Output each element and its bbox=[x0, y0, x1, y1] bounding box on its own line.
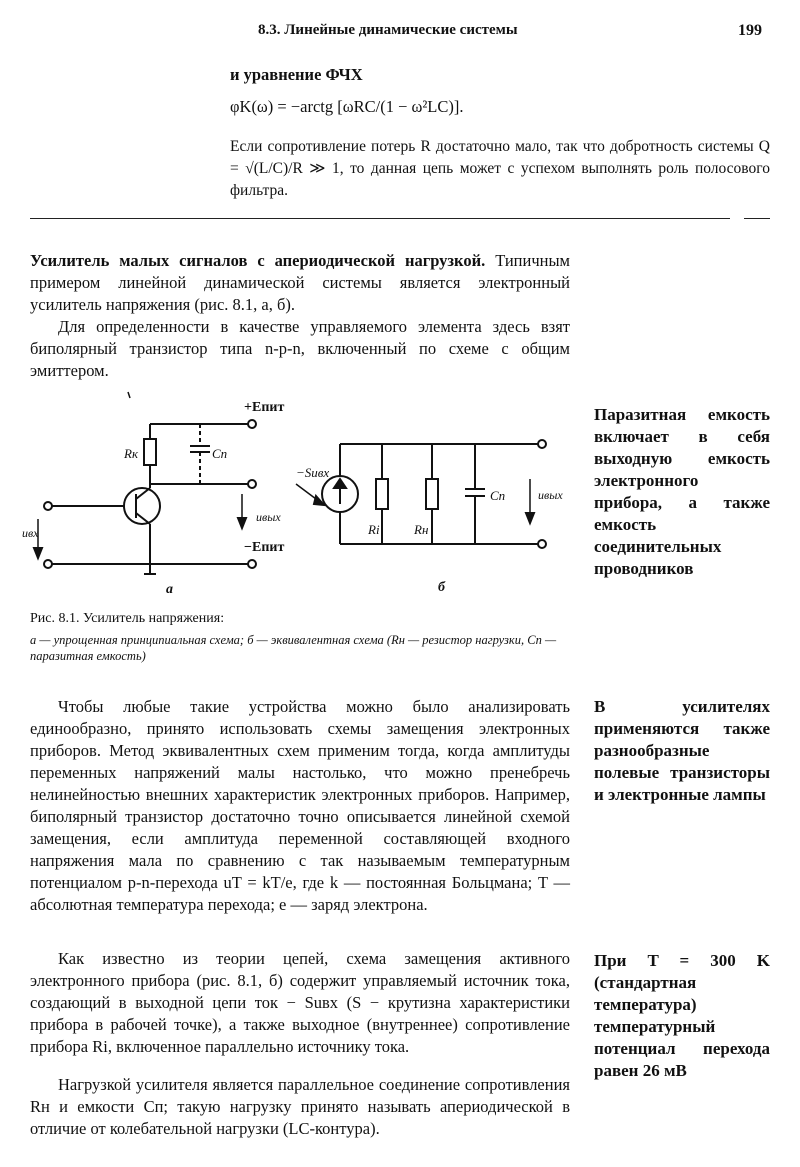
intro-line: и уравнение ФЧХ bbox=[230, 65, 363, 84]
label-uout-a: uвых bbox=[256, 510, 281, 524]
q-factor-note: Если сопротивление потерь R достаточно мало, так что добротность системы Q = √(L/C)/R ≫ 1, то данная цепь может с успехом выполнять роль полосового фильтра. bbox=[230, 138, 770, 199]
section-paragraph-1 bbox=[30, 250, 570, 316]
label-e-minus: −Eпит bbox=[244, 540, 285, 555]
label-a: а bbox=[166, 582, 173, 597]
running-header: 8.3. Линейные динамические системы bbox=[258, 22, 518, 38]
label-uin: uвх bbox=[22, 526, 39, 540]
internal-resistor bbox=[376, 479, 388, 509]
section-paragraph-2: Для определенности в качестве управляемого элемента здесь взят биполярный транзистор типа n-p-n, включенный по схеме с общим эмиттером. bbox=[30, 317, 570, 380]
label-cp-a: Cп bbox=[212, 446, 228, 461]
figure-caption-title: Рис. 8.1. Усилитель напряжения: bbox=[30, 611, 225, 626]
label-e-plus: +Eпит bbox=[244, 400, 285, 415]
sidenote-field-transistors: В усилителях применяются также разнообразные полевые транзисторы и электронные лампы bbox=[594, 697, 770, 804]
divider-rule-short bbox=[744, 218, 770, 219]
section-paragraph-1-text: Типичным примером линейной динамической системы является электронный усилитель напряжения (рис. 8.1, а, б). bbox=[30, 251, 571, 314]
label-cp-b: Cп bbox=[490, 488, 506, 503]
divider-rule bbox=[30, 218, 730, 219]
load-resistor bbox=[426, 479, 438, 509]
label-ri: Ri bbox=[368, 522, 380, 537]
body-paragraph-4: Как известно из теории цепей, схема замещения активного электронного прибора (рис. 8.1, б) содержит управляемый источник тока, создающий в выходной цепи ток − Suвх (S − крутизна характеристики прибора в рабочей точке), а также выходное (внутреннее) сопротивление прибора Ri, включенное параллельно источнику тока. bbox=[30, 949, 570, 1056]
sidenote-thermal-potential: При T = 300 K (стандартная температура) температурный потенциал перехода равен 26 мВ bbox=[594, 951, 770, 1080]
body-paragraph-3: Чтобы любые такие устройства можно было анализировать единообразно, принято использовать схемы замещения электронных приборов. Метод эквивалентных схем применим тогда, когда амплитуды переменных напряжений малы настолько, что можно пренебречь нелинейностью внешних характеристик электронных приборов. Например, биполярный транзистор достаточно точно описывается линейной схемой замещения, если амплитуда переменной составляющей входного напряжения мала по сравнению с так называемым температурным потенциалом p-n-перехода uT = kT/e, где k — постоянная Больцмана; T — абсолютная температура перехода; e — заряд электрона. bbox=[30, 697, 570, 914]
label-source: −Suвх bbox=[296, 465, 330, 480]
label-rn: Rн bbox=[414, 522, 429, 537]
page-number: 199 bbox=[738, 22, 762, 39]
body-paragraph-5: Нагрузкой усилителя является параллельное соединение сопротивления Rн и емкости Cп; такую нагрузку принято называть апериодической в отличие от колебательной нагрузки (LC-контура). bbox=[30, 1075, 570, 1138]
label-b: б bbox=[438, 580, 445, 595]
circuit-a bbox=[34, 392, 256, 574]
collector-resistor bbox=[144, 439, 156, 465]
section-heading: Усилитель малых сигналов с апериодической нагрузкой. bbox=[30, 251, 486, 270]
figure-caption-body: а — упрощенная принципиальная схема; б — эквивалентная схема (Rн — резистор нагрузки, Cп — паразитная емкость) bbox=[30, 633, 557, 663]
phase-formula: φK(ω) = −arctg [ωRC/(1 − ω²LC)]. bbox=[230, 97, 464, 116]
label-uout-b: uвых bbox=[538, 488, 563, 502]
sidenote-parasitic-capacitance: Паразитная емкость включает в себя выходную емкость электронного прибора, а также емкость соединительных проводников bbox=[594, 405, 770, 578]
label-rk: Rк bbox=[124, 446, 139, 461]
